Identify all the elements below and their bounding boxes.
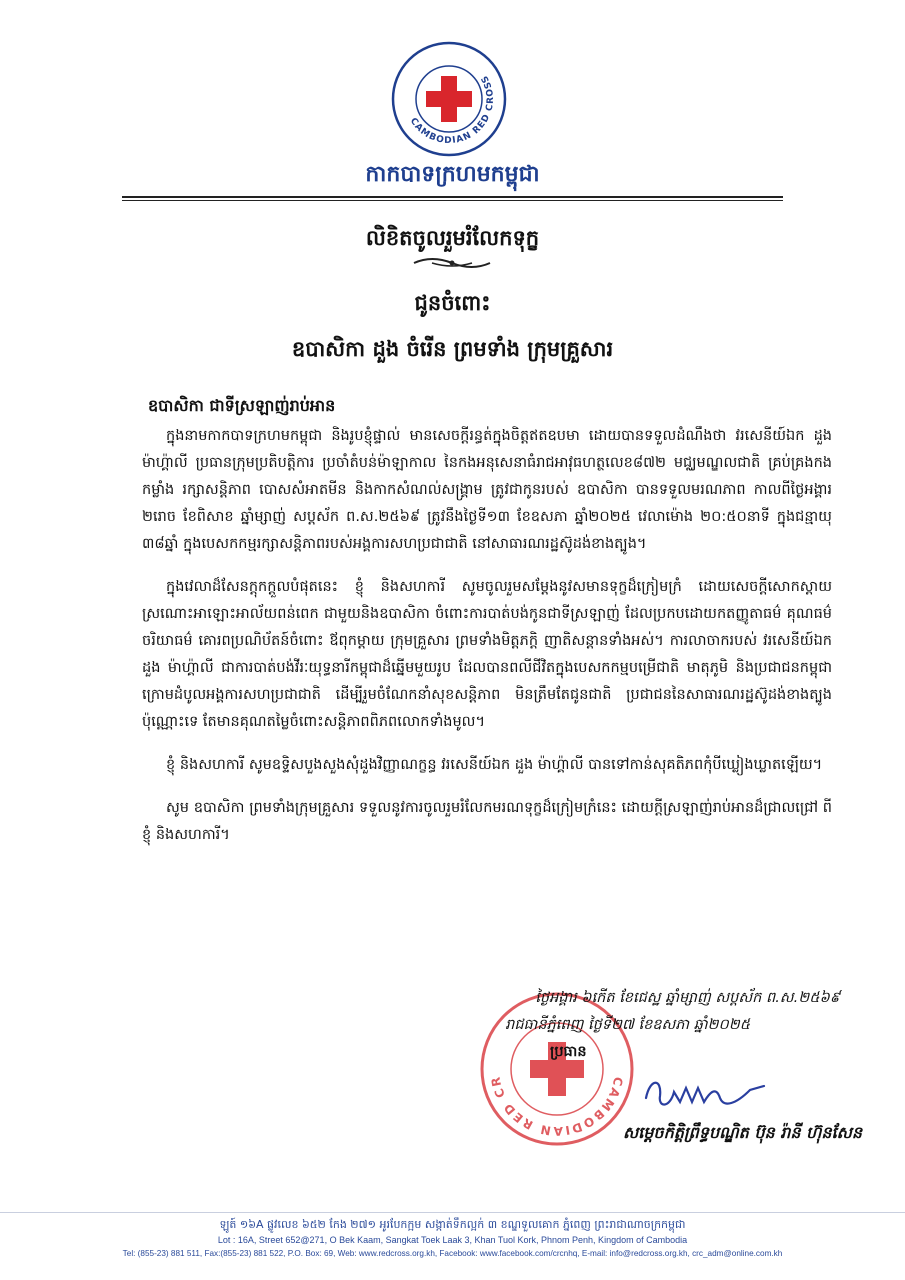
paragraph-4: សូម ឧបាសិកា ព្រមទាំងក្រុមគ្រួសារ ទទួលនូវការចូលរួមរំលែកមរណទុក្ខដ៏ក្រៀមក្រំនេះ ដោយក្ដីស្រឡាញ់រាប់អានដ៏ជ្រាលជ្រៅ ពីខ្ញុំ និងសហការី។: [142, 800, 832, 843]
addressee-name: ឧបាសិកា ដួង ចំរើន ព្រមទាំង ក្រុមគ្រួសារ: [291, 337, 614, 361]
footer-address-english: Lot : 16A, Street 652@271, O Bek Kaam, Sangkat Toek Laak 3, Khan Tuol Kork, Phnom Penh, Kingdom of Cambodia: [217, 1235, 688, 1245]
svg-text:CAMBODIAN RED CROSS: CAMBODIAN RED CR: [488, 1074, 626, 1139]
paragraph-2: ក្នុងវេលាដ៏សែនក្តុកក្តួលបំផុតនេះ ខ្ញុំ និងសហការី សូមចូលរួមសម្ដែងនូវសមានទុក្ខដ៏ក្រៀមក្រំ ដោយសេចក្ដីសោកស្ដាយ ស្រណោះអាឡោះអាល័យពន់ពេក ជាមួយនិងឧបាសិកា ចំពោះការបាត់បង់កូនជាទីស្រឡាញ់ ដែលប្រកបដោយកតញ្ញូតាធម៌ គុណធម៌ ចរិយាធម៌ គោរពប្រណិប័តន៍ចំពោះ ឪពុកម្ដាយ ក្រុមគ្រួសារ ព្រមទាំងមិត្តភក្តិ ញាតិសន្តានទាំងអស់។ ការលាចាករបស់ វរសេនីយ៍ឯក ដួង ម៉ាហ្គ៉ាលី ជាការបាត់បង់វីរៈយុទ្ធនារីកម្ពុជាដ៏ឆ្នើមមួយរូប ដែលបានពលីជីវិតក្នុងបេសកកម្មបម្រើជាតិ មាតុភូមិ និងប្រជាជនកម្ពុជា ក្រោមដំបូលអង្គការសហប្រជាជាតិ ដើម្បីរួមចំណែកនាំសុខសន្តិភាព មិនត្រឹមតែជូនជាតិ ប្រជាជននៃសាធារណរដ្ឋស៊ូដង់ខាងត្បូងប៉ុណ្ណោះទេ តែមានគុណតម្លៃចំពោះសន្តិភាពពិភពលោកទាំងមូល។: [142, 579, 832, 730]
footer-rule: [0, 1212, 905, 1213]
signatory-position: ប្រធាន: [550, 1044, 587, 1060]
header-rule-bottom: [122, 200, 783, 201]
red-cross-logo: [390, 40, 508, 158]
org-name: កាកបាទក្រហមកម្ពុជា: [365, 161, 540, 187]
letter-body: [142, 392, 832, 865]
title-ornament: [412, 255, 492, 271]
signatory-name: សម្តេចកិត្តិព្រឹទ្ធបណ្ឌិត ប៊ុន រ៉ានី ហ៊ុនសែន: [622, 1123, 862, 1142]
paragraph-1: ក្នុងនាមកាកបាទក្រហមកម្ពុជា និងរូបខ្ញុំផ្ទាល់ មានសេចក្ដីរន្ធត់ក្នុងចិត្តឥតឧបមា ដោយបានទទួលដំណឹងថា វរសេនីយ៍ឯក ដួង ម៉ាហ្គ៉ាលី ប្រធានក្រុមប្រតិបត្តិការ ប្រចាំតំបន់ម៉ាឡាកាល នៃកងអនុសេនាធំរាជអាវុធហត្ថលេខ៨៧២ មជ្ឈមណ្ឌលជាតិ គ្រប់គ្រងកងកម្លាំង រក្សាសន្តិភាព បោសសំអាតមីន និងកាកសំណល់សង្គ្រាម ត្រូវជាកូនរបស់ ឧបាសិកា បានទទួលមរណភាព កាលពីថ្ងៃអង្គារ ២រោច ខែពិសាខ ឆ្នាំម្សាញ់ សប្តស័ក ព.ស.២៥៦៩ ត្រូវនឹងថ្ងៃទី១៣ ខែឧសភា ឆ្នាំ២០២៥ វេលាម៉ោង ២០:៥០នាទី ក្នុងជន្មាយុ ៣៨ឆ្នាំ ក្នុងបេសកកម្មរក្សាសន្តិភាពរបស់អង្គការសហប្រជាជាតិ នៅសាធារណរដ្ឋស៊ូដង់ខាងត្បូង។: [142, 428, 832, 552]
svg-text:CAMBODIAN RED CROSS: CAMBODIAN RED CROSS: [407, 72, 497, 147]
handwritten-signature: [640, 1068, 770, 1114]
date-solar: រាជធានីភ្នំពេញ ថ្ងៃទី២៧ ខែឧសភា ឆ្នាំ២០២៥: [505, 1017, 750, 1033]
footer-contact: Tel: (855-23) 881 511, Fax:(855-23) 881 522, P.O. Box: 69, Web: www.redcross.org.kh, Facebook: www.facebook.com/crcnhq, E-mail: info@redcross.org.kh, crc_adm@online.com.kh: [122, 1249, 783, 1258]
header-rule-top: [122, 196, 783, 198]
salutation: ឧបាសិកា ជាទីស្រឡាញ់រាប់អាន: [148, 396, 336, 415]
letter-title: លិខិតចូលរួមរំលែកទុក្ខ: [365, 226, 540, 250]
paragraph-3: ខ្ញុំ និងសហការី សូមឧទ្ទិសបួងសួងសុំដួងវិញ្ញាណក្ខន្ធ វរសេនីយ៍ឯក ដួង ម៉ាហ្គ៉ាលី បានទៅកាន់សុគតិភពកុំបីឃ្លៀងឃ្លាតឡើយ។: [166, 757, 823, 773]
signature-block: [440, 985, 840, 1066]
date-lunar: ថ្ងៃអង្គារ ៦កើត ខែជេស្ឋ ឆ្នាំម្សាញ់ សប្តស័ក ព.ស.២៥៦៩: [535, 990, 840, 1006]
footer-address-khmer: ឡូត៍ ១៦A ផ្លូវលេខ ៦៥២ កែង ២៧១ អូរបែកក្អម សង្កាត់ទឹកល្អក់ ៣ ខណ្ឌទួលគោក ភ្នំពេញ ព្រះរាជាណាចក្រកម្ពុជា: [219, 1218, 686, 1231]
addressee-heading: ជូនចំពោះ: [414, 291, 491, 315]
